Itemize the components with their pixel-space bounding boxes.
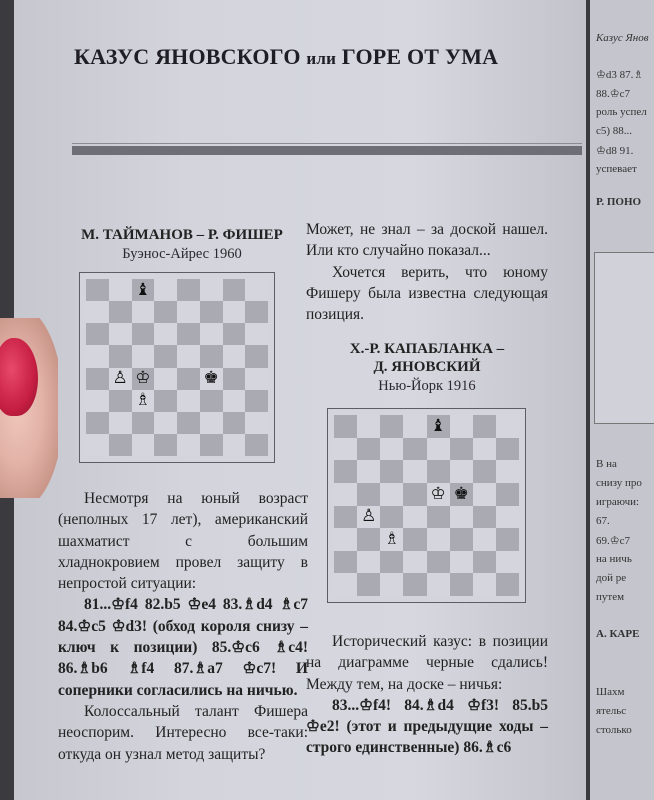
square-h5 [245, 345, 268, 367]
square-g5 [223, 345, 246, 367]
next-page-line: ♔d8 91. [596, 145, 634, 157]
square-d6 [154, 323, 177, 345]
square-a7 [334, 438, 357, 461]
square-g8 [223, 279, 246, 301]
next-page-line: ятельс [596, 705, 627, 717]
square-e5 [427, 483, 450, 506]
next-page-line: играючи: [596, 496, 640, 508]
square-c2 [132, 412, 155, 434]
white-king-icon: ♔ [135, 368, 151, 389]
square-h8 [245, 279, 268, 301]
square-b2 [357, 551, 380, 574]
square-g1 [473, 573, 496, 596]
square-f5 [200, 345, 223, 367]
diagram-1 [79, 272, 275, 463]
title-divider [72, 146, 582, 155]
square-b5 [357, 483, 380, 506]
title-divider-thin [72, 143, 582, 144]
white-king-icon: ♔ [430, 483, 446, 504]
square-f4 [200, 368, 223, 390]
square-g5 [473, 483, 496, 506]
square-e6 [427, 460, 450, 483]
square-b6 [357, 460, 380, 483]
next-page-line: столько [596, 724, 632, 736]
square-c6 [380, 460, 403, 483]
square-c3 [132, 390, 155, 412]
next-page-line: 67. [596, 515, 610, 527]
white-bishop-icon: ♗ [135, 390, 151, 411]
square-c4 [380, 506, 403, 529]
square-d5 [154, 345, 177, 367]
next-page-heading: Р. ПОНО [596, 196, 642, 208]
square-a2 [86, 412, 109, 434]
white-pawn-icon: ♙ [361, 506, 377, 527]
title-connector: или [306, 49, 337, 68]
next-page-line: В на [596, 458, 617, 470]
square-f8 [450, 415, 473, 438]
game2-place: Нью-Йорк 1916 [378, 378, 476, 394]
left-paragraph-1: Несмотря на юный возраст (неполных 17 лет), американский шахматист с большим хладнокровием провел защиту в непростой ситуации: [58, 490, 308, 593]
diagram-2 [327, 408, 526, 603]
right-column-bottom [306, 631, 548, 759]
next-page-line: Шахм [596, 686, 625, 698]
square-e4 [427, 506, 450, 529]
square-h5 [496, 483, 519, 506]
square-b4 [109, 368, 132, 390]
square-g1 [223, 434, 246, 456]
square-c3 [380, 528, 403, 551]
square-h4 [245, 368, 268, 390]
square-e2 [177, 412, 200, 434]
square-f6 [450, 460, 473, 483]
square-d2 [403, 551, 426, 574]
game2-heading-line2: Д. ЯНОВСКИЙ [373, 359, 481, 375]
square-h2 [496, 551, 519, 574]
square-f4 [450, 506, 473, 529]
next-page-header: Казус Янов [596, 32, 649, 44]
square-f5 [450, 483, 473, 506]
chessboard-1 [86, 279, 268, 456]
square-a3 [86, 390, 109, 412]
square-h8 [496, 415, 519, 438]
next-page-line: 88.♔c7 [596, 88, 630, 100]
square-h6 [496, 460, 519, 483]
square-e1 [177, 434, 200, 456]
square-d3 [154, 390, 177, 412]
square-a1 [334, 573, 357, 596]
square-h1 [496, 573, 519, 596]
black-bishop-icon: ♝ [430, 415, 446, 436]
square-e3 [427, 528, 450, 551]
square-c5 [132, 345, 155, 367]
square-e1 [427, 573, 450, 596]
square-h1 [245, 434, 268, 456]
square-g4 [473, 506, 496, 529]
square-h7 [496, 438, 519, 461]
square-g2 [223, 412, 246, 434]
square-g6 [223, 323, 246, 345]
square-d4 [403, 506, 426, 529]
square-a6 [86, 323, 109, 345]
square-h3 [496, 528, 519, 551]
next-page-line: снизу про [596, 477, 642, 489]
game2-heading-line1: Х.-Р. КАПАБЛАНКА – [349, 341, 505, 357]
square-h2 [245, 412, 268, 434]
square-f7 [450, 438, 473, 461]
black-bishop-icon: ♝ [135, 279, 151, 300]
next-page-line: 69.♔c7 [596, 535, 630, 547]
white-pawn-icon: ♙ [112, 368, 128, 389]
square-e5 [177, 345, 200, 367]
square-h7 [245, 301, 268, 323]
square-d1 [154, 434, 177, 456]
square-b7 [109, 301, 132, 323]
square-e3 [177, 390, 200, 412]
square-a3 [334, 528, 357, 551]
square-d7 [154, 301, 177, 323]
square-g4 [223, 368, 246, 390]
next-page-heading-2: А. КАРЕ [596, 628, 640, 640]
square-e7 [427, 438, 450, 461]
left-paragraph-2: Колоссальный талант Фишера неоспорим. Интересно все-таки: откуда он узнал метод защиты? [58, 702, 308, 763]
next-page-line: ♔d3 87.♗ [596, 69, 644, 81]
title-part2: ГОРЕ ОТ УМА [341, 44, 499, 69]
right-paragraph-3: Исторический казус: в позиции на диаграмме черные сдались! Между тем, на доске – ничья: [306, 633, 548, 693]
square-f1 [450, 573, 473, 596]
square-a4 [86, 368, 109, 390]
next-page-line: успевает [596, 163, 637, 175]
square-c8 [380, 415, 403, 438]
square-d2 [154, 412, 177, 434]
left-column [58, 488, 308, 765]
square-f3 [200, 390, 223, 412]
white-bishop-icon: ♗ [384, 528, 400, 549]
next-page-line: дой ре [596, 572, 627, 584]
square-h4 [496, 506, 519, 529]
black-king-icon: ♚ [203, 368, 219, 389]
square-b5 [109, 345, 132, 367]
square-b4 [357, 506, 380, 529]
square-f2 [200, 412, 223, 434]
right-column-top [306, 219, 548, 325]
square-c8 [132, 279, 155, 301]
square-c1 [380, 573, 403, 596]
chapter-title [74, 44, 564, 70]
square-b6 [109, 323, 132, 345]
square-e8 [427, 415, 450, 438]
square-g7 [223, 301, 246, 323]
square-c2 [380, 551, 403, 574]
square-e6 [177, 323, 200, 345]
square-a8 [334, 415, 357, 438]
square-g2 [473, 551, 496, 574]
square-d7 [403, 438, 426, 461]
square-f1 [200, 434, 223, 456]
square-c6 [132, 323, 155, 345]
next-page [590, 0, 654, 800]
next-page-line: c5) 88... [596, 125, 633, 137]
square-a1 [86, 434, 109, 456]
next-page-diagram [594, 252, 654, 424]
square-h6 [245, 323, 268, 345]
next-page-line: на ничь [596, 553, 632, 565]
square-g6 [473, 460, 496, 483]
book-page [14, 0, 586, 800]
square-b8 [357, 415, 380, 438]
next-page-line: путем [596, 591, 625, 603]
square-e4 [177, 368, 200, 390]
next-page-line: роль успел [596, 106, 647, 118]
left-moves: 81...♔f4 82.b5 ♔e4 83.♗d4 ♗c7 84.♔c5 ♔d3! (обход короля снизу – ключ к позиции) 85.♔c6 ♗c4! 86.♗b6 ♗f4 87.♗a7 ♔c7! И соперники согласились на ничью. [58, 596, 308, 699]
square-g3 [223, 390, 246, 412]
square-f7 [200, 301, 223, 323]
right-moves: 83...♔f4! 84.♗d4 ♔f3! 85.b5 ♔e2! (этот и предыдущие ходы – строго единственные) 86.♗c6 [306, 696, 548, 757]
square-c1 [132, 434, 155, 456]
square-b3 [357, 528, 380, 551]
square-a8 [86, 279, 109, 301]
square-a2 [334, 551, 357, 574]
square-c5 [380, 483, 403, 506]
square-h3 [245, 390, 268, 412]
square-c4 [132, 368, 155, 390]
square-f3 [450, 528, 473, 551]
square-c7 [380, 438, 403, 461]
square-a6 [334, 460, 357, 483]
right-paragraph-2: Хочется верить, что юному Фишеру была известна следующая позиция. [306, 263, 548, 324]
square-a5 [334, 483, 357, 506]
square-g7 [473, 438, 496, 461]
square-g3 [473, 528, 496, 551]
square-d8 [403, 415, 426, 438]
square-e7 [177, 301, 200, 323]
square-d6 [403, 460, 426, 483]
square-b1 [109, 434, 132, 456]
square-f2 [450, 551, 473, 574]
square-c7 [132, 301, 155, 323]
square-e2 [427, 551, 450, 574]
square-a7 [86, 301, 109, 323]
square-b7 [357, 438, 380, 461]
square-d8 [154, 279, 177, 301]
square-a5 [86, 345, 109, 367]
square-e8 [177, 279, 200, 301]
square-d4 [154, 368, 177, 390]
square-b8 [109, 279, 132, 301]
title-part1: КАЗУС ЯНОВСКОГО [74, 44, 301, 69]
square-g8 [473, 415, 496, 438]
game1-place: Буэнос-Айрес 1960 [122, 246, 242, 262]
square-f6 [200, 323, 223, 345]
square-d5 [403, 483, 426, 506]
black-king-icon: ♚ [453, 483, 469, 504]
square-b1 [357, 573, 380, 596]
square-d3 [403, 528, 426, 551]
square-d1 [403, 573, 426, 596]
square-b2 [109, 412, 132, 434]
chessboard-2 [334, 415, 519, 596]
right-paragraph-1: Может, не знал – за доской нашел. Или кто случайно показал... [306, 221, 548, 260]
square-b3 [109, 390, 132, 412]
square-a4 [334, 506, 357, 529]
game1-heading: М. ТАЙМАНОВ – Р. ФИШЕР [81, 227, 283, 243]
square-f8 [200, 279, 223, 301]
